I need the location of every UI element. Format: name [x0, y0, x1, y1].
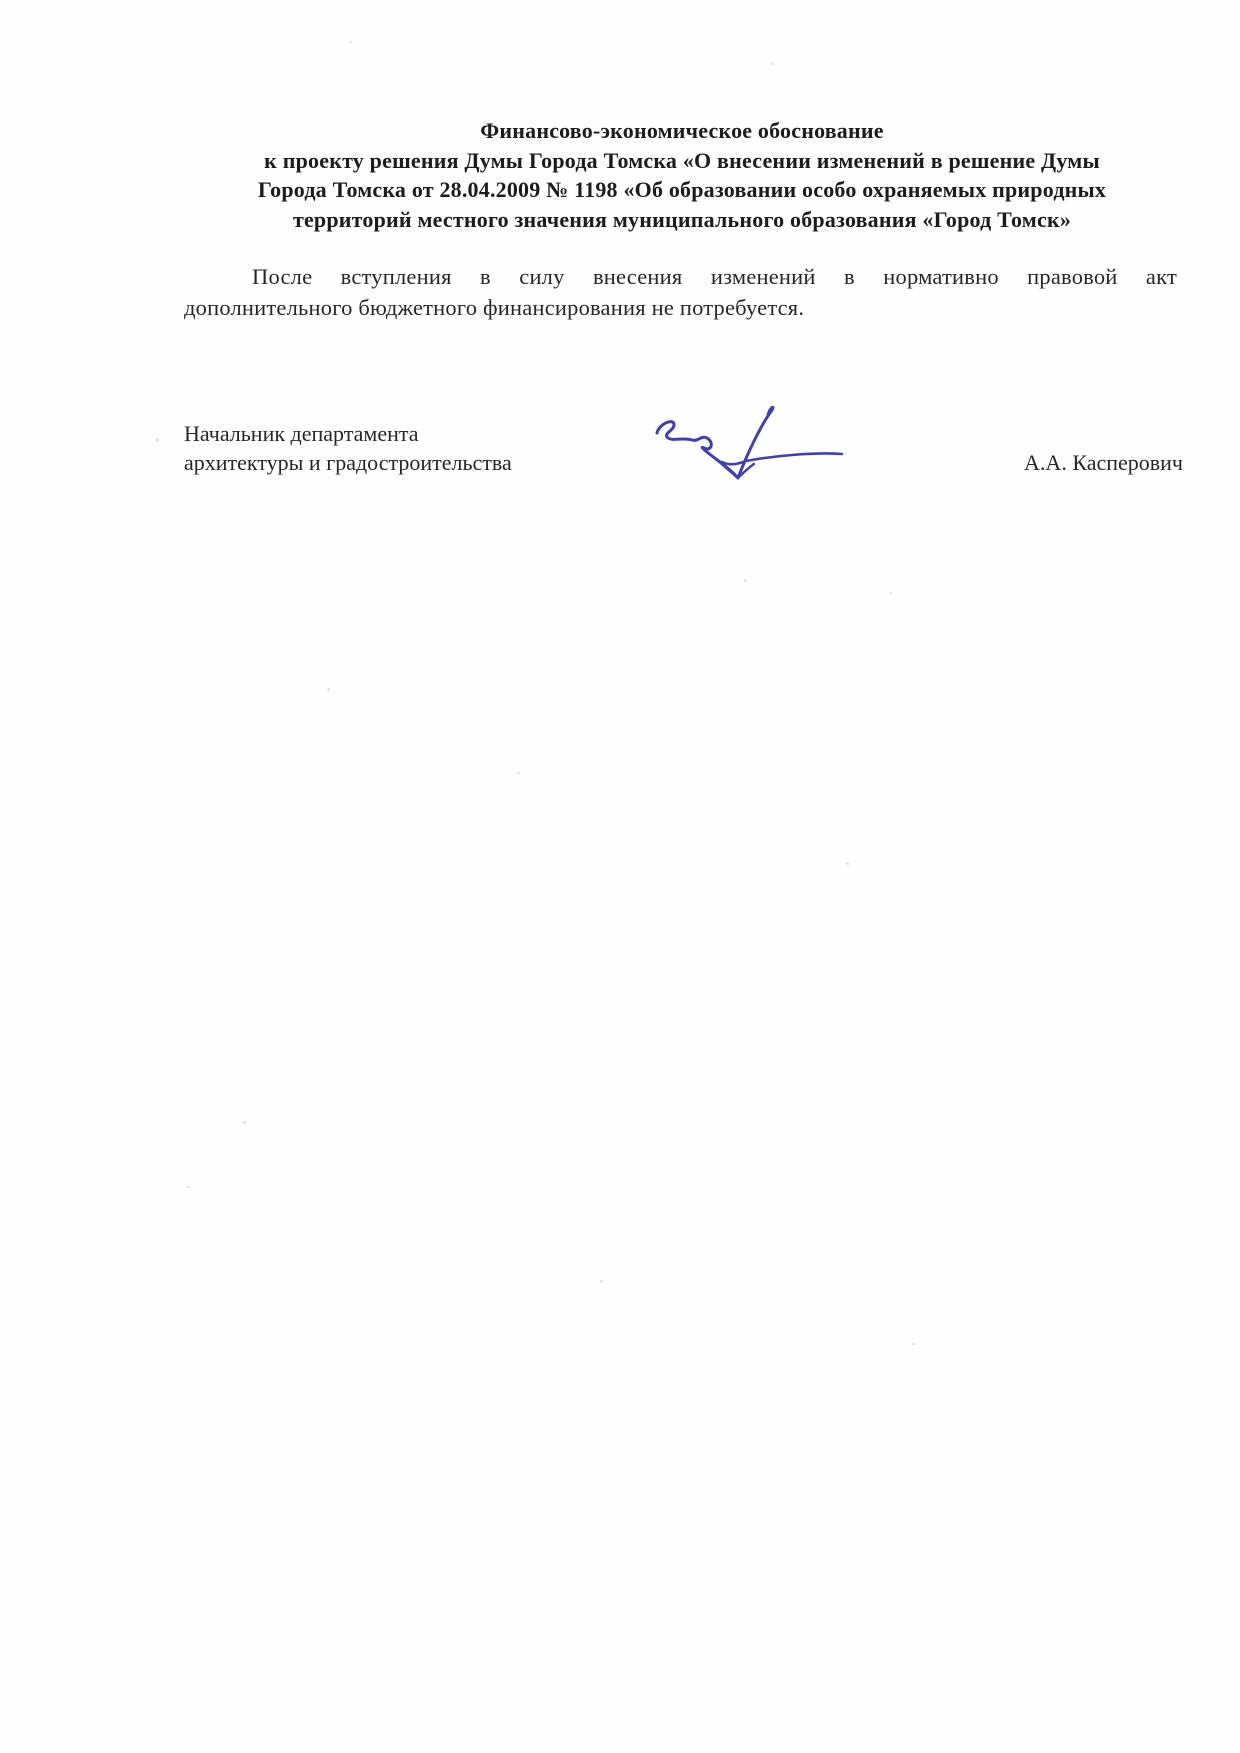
body-line-2: дополнительного бюджетного финансирования не потребуется. [184, 295, 805, 320]
title-line-1: Финансово-экономическое обоснование [480, 118, 884, 143]
signature-block [184, 419, 1183, 477]
scan-speck [600, 1280, 603, 1283]
signer-name: А.А. Касперович [1024, 450, 1183, 475]
scan-speck [744, 579, 747, 582]
signer-position [184, 419, 512, 477]
scan-speck [156, 438, 159, 442]
scan-speck [187, 1186, 190, 1188]
scan-speck [349, 41, 352, 43]
body-paragraph [184, 261, 1177, 323]
title-line-3: Города Томска от 28.04.2009 № 1198 «Об образовании особо охраняемых природных [257, 177, 1107, 202]
scan-speck [889, 592, 892, 594]
scan-speck [327, 688, 330, 691]
signer-position-line-2: архитектуры и градостроительства [184, 450, 512, 475]
scan-speck [846, 862, 849, 865]
title-line-4: территорий местного значения муниципального образования «Город Томск» [292, 206, 1072, 232]
signer-position-line-1: Начальник департамента [184, 421, 419, 446]
scan-speck [771, 62, 774, 65]
scan-speck [517, 772, 520, 774]
document-title [184, 116, 1180, 234]
body-line-1: После вступления в силу внесения изменений в нормативно правовой акт [252, 264, 1177, 289]
title-line-2: к проекту решения Думы Города Томска «О внесении изменений в решение Думы [264, 147, 1100, 173]
scan-speck [243, 1121, 246, 1124]
scan-speck [912, 1343, 915, 1345]
